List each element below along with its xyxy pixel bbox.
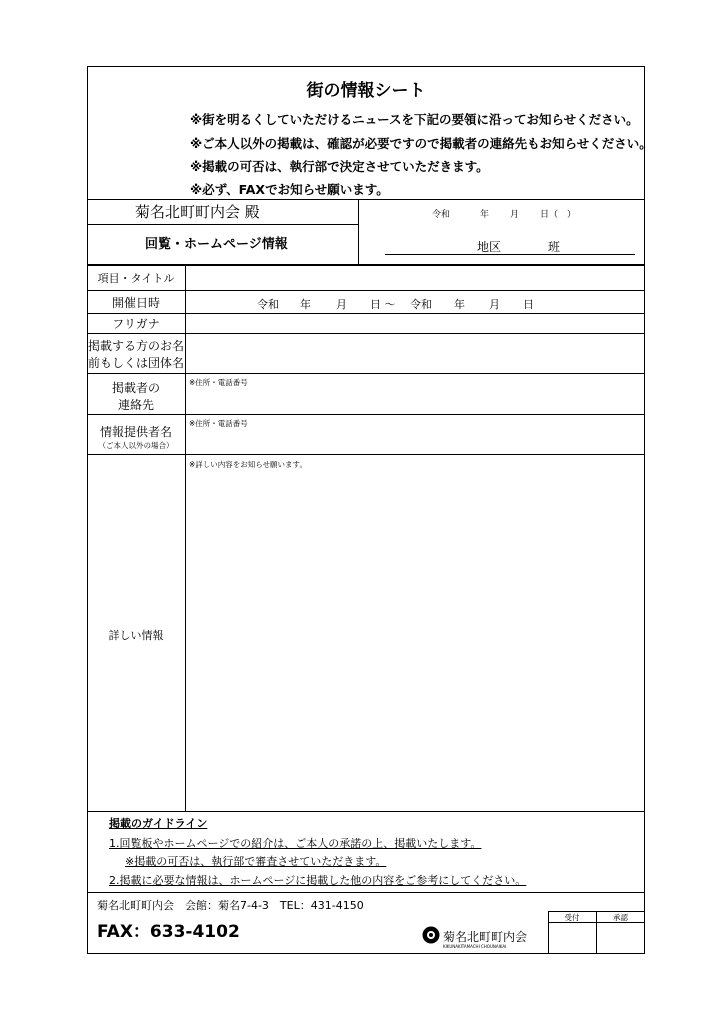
date-day: 日（ ） [540, 210, 577, 220]
district-underline [385, 254, 635, 255]
event-date-day-start: 日 ～ [370, 298, 396, 311]
event-date-era-start: 令和 [257, 298, 279, 311]
sheet-title: 街の情報シート [306, 81, 426, 101]
fax-number: FAX：633-4102 [97, 922, 240, 942]
name-label-1: 掲載する方のお名 [87, 339, 184, 353]
guideline-item-1: 1.回覧板やホームページでの紹介は、ご本人の承諾の上、掲載いたします。 [109, 837, 482, 850]
date-era: 令和 [432, 210, 451, 220]
district-group: 班 [548, 240, 561, 254]
date-month: 月 [510, 210, 520, 220]
details-label: 詳しい情報 [108, 629, 164, 642]
furigana-label: フリガナ [112, 317, 160, 331]
name-label-2: 前もしくは団体名 [87, 356, 184, 370]
info-type: 回覧・ホームページ情報 [145, 237, 288, 252]
details-note: ※詳しい内容をお知らせ願います。 [189, 460, 307, 469]
event-date-era-end: 令和 [410, 298, 432, 311]
guideline-heading: 掲載のガイドライン [109, 817, 208, 830]
note-line-2: ※ご本人以外の掲載は、確認が必要ですので掲載者の連絡先もお知らせください。 [190, 136, 652, 151]
addressee: 菊名北町町内会 殿 [135, 203, 260, 221]
stamp-area [548, 911, 645, 954]
association-logo-icon [422, 926, 440, 944]
provider-label: 情報提供者名 [99, 425, 172, 439]
logo-name: 菊名北町町内会 [443, 930, 528, 944]
title-label: 項目・タイトル [97, 272, 175, 285]
event-date-year-end: 年 [454, 298, 465, 311]
stamp-received-label: 受付 [564, 913, 580, 922]
contact-label-1: 掲載者の [111, 381, 160, 395]
date-label: 開催日時 [111, 296, 160, 310]
district-area: 地区 [477, 240, 502, 254]
guideline-item-1-note: ※掲載の可否は、執行部で審査させていただきます。 [125, 855, 387, 868]
event-date-year-start: 年 [300, 298, 311, 311]
note-line-1: ※街を明るくしていただけるニュースを下記の要領に沿ってお知らせください。 [190, 112, 639, 127]
provider-note: ※住所・電話番号 [189, 419, 248, 428]
note-line-3: ※掲載の可否は、執行部で決定させていただきます。 [190, 159, 489, 174]
event-date-day-end: 日 [523, 298, 534, 311]
event-date-month-start: 月 [336, 298, 347, 311]
date-year: 年 [480, 210, 490, 220]
contact-label-2: 連絡先 [117, 398, 154, 412]
contact-note: ※住所・電話番号 [189, 378, 248, 387]
provider-sub-label: （ご本人以外の場合） [98, 441, 174, 450]
logo-romaji: KIKUNAKITAMACHI CHOUNAIKAI [443, 944, 507, 949]
event-date-month-end: 月 [489, 298, 500, 311]
stamp-approved-label: 承認 [613, 913, 628, 922]
note-line-4: ※必ず、FAXでお知らせ願います。 [190, 182, 389, 197]
association-address: 菊名北町町内会 会館：菊名7-4-3 TEL：431-4150 [97, 899, 364, 912]
guideline-item-2: 2.掲載に必要な情報は、ホームページに掲載した他の内容をご参考にしてください。 [109, 874, 527, 887]
